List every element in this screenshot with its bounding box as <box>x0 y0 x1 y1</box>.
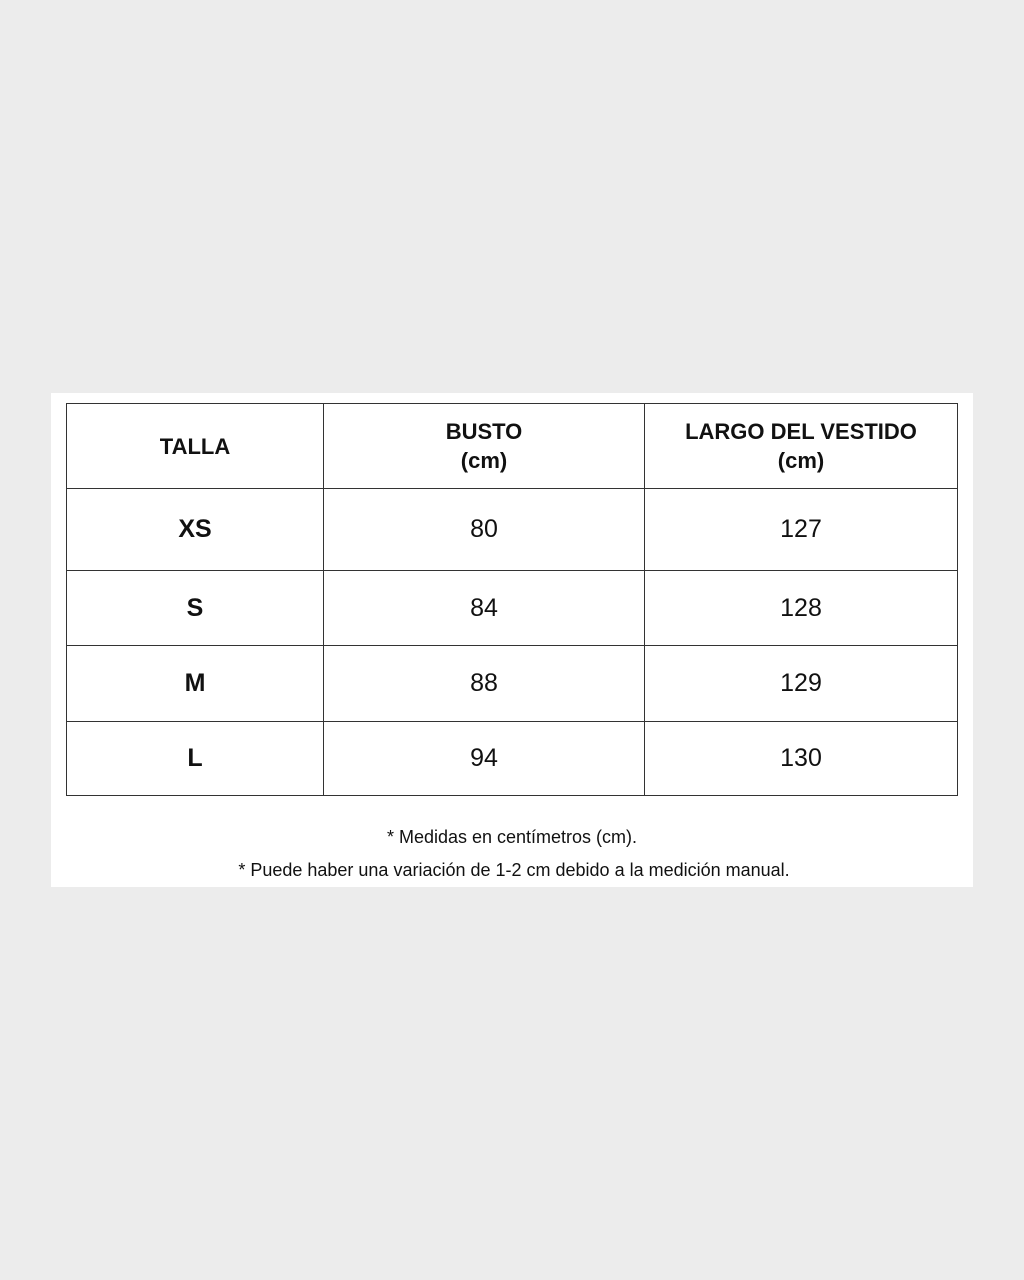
table-row <box>67 722 958 796</box>
header-largo <box>645 404 958 489</box>
header-talla <box>67 404 324 489</box>
table-row <box>67 489 958 571</box>
busto-cell: 94 <box>324 722 645 796</box>
size-chart-table <box>66 403 958 796</box>
table-row <box>67 571 958 646</box>
header-talla-label: TALLA <box>159 433 231 459</box>
header-busto <box>324 404 645 489</box>
size-cell: S <box>67 571 324 646</box>
footnote-variation: * Puede haber una variación de 1-2 cm debido a la medición manual. <box>238 860 790 880</box>
largo-cell: 129 <box>645 646 958 722</box>
table-header-row <box>67 404 958 489</box>
busto-cell: 88 <box>324 646 645 722</box>
footnote-units: * Medidas en centímetros (cm). <box>386 827 638 847</box>
largo-cell: 130 <box>645 722 958 796</box>
header-busto-label: BUSTO <box>445 419 523 444</box>
busto-cell: 84 <box>324 571 645 646</box>
table-row <box>67 646 958 722</box>
footnotes <box>51 821 973 887</box>
largo-cell: 127 <box>645 489 958 571</box>
size-cell: M <box>67 646 324 722</box>
size-cell: XS <box>67 489 324 571</box>
largo-cell: 128 <box>645 571 958 646</box>
header-largo-unit: (cm) <box>777 448 825 473</box>
busto-cell: 80 <box>324 489 645 571</box>
header-largo-label: LARGO DEL VESTIDO <box>685 419 917 444</box>
size-chart-card <box>51 393 973 887</box>
header-busto-unit: (cm) <box>460 448 508 473</box>
size-cell: L <box>67 722 324 796</box>
